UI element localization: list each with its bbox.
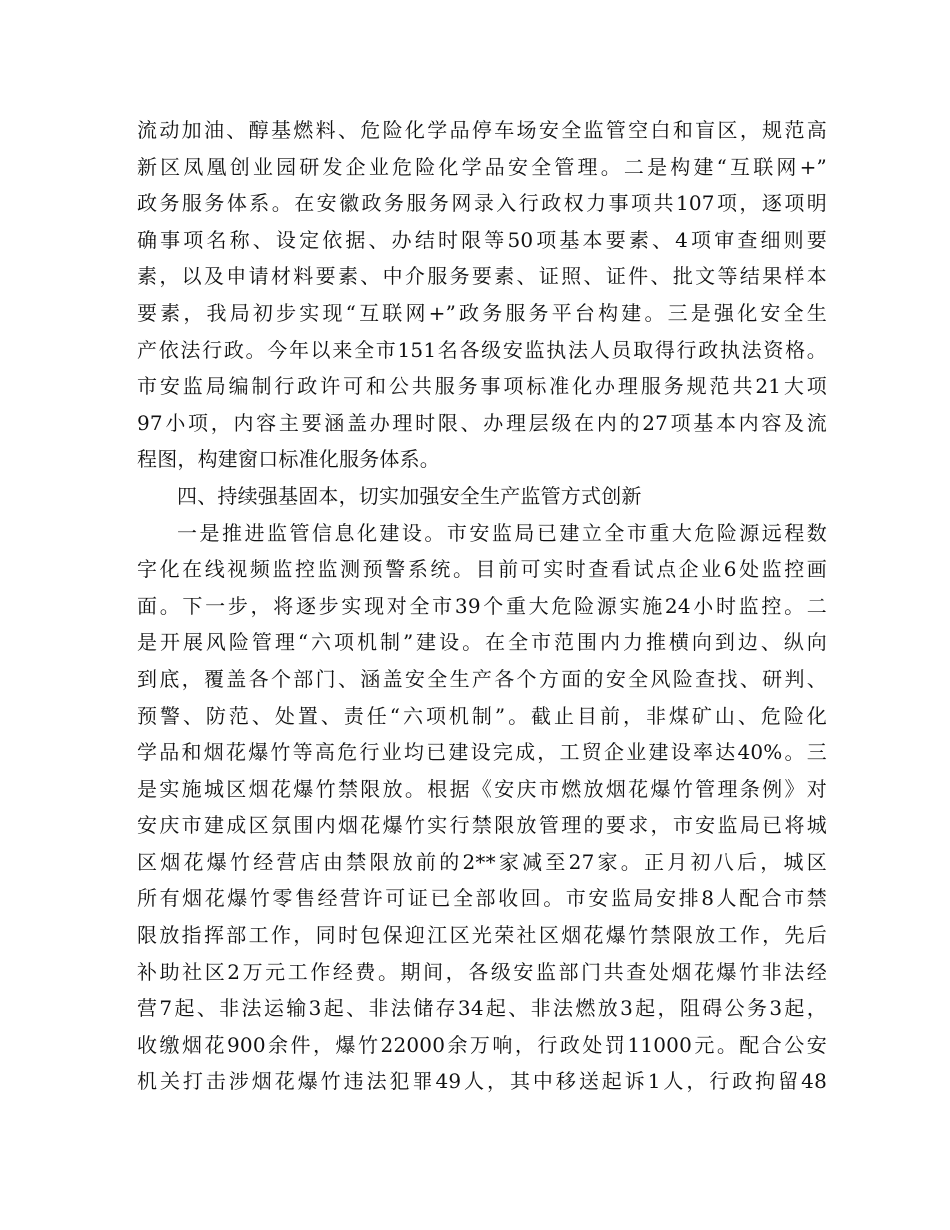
text-line: 预警、防范、处置、责任“六项机制”。截止目前，非煤矿山、危险化 <box>137 703 827 728</box>
text-line: 要素，我局初步实现“互联网+”政务服务平台构建。三是强化安全生 <box>137 300 827 325</box>
text-line: 一是推进监管信息化建设。市安监局已建立全市重大危险源远程数 <box>177 520 827 545</box>
text-line: 到底，覆盖各个部门、涵盖安全生产各个方面的安全风险查找、研判、 <box>137 666 827 691</box>
text-line: 产依法行政。今年以来全市151名各级安监执法人员取得行政执法资格。 <box>137 337 827 362</box>
text-line: 政务服务体系。在安徽政务服务网录入行政权力事项共107项，逐项明 <box>137 191 827 216</box>
section-heading: 四、持续强基固本，切实加强安全生产监管方式创新 <box>177 483 642 508</box>
text-line: 机关打击涉烟花爆竹违法犯罪49人，其中移送起诉1人，行政拘留48 <box>137 1069 827 1094</box>
text-line: 是开展风险管理“六项机制”建设。在全市范围内力推横向到边、纵向 <box>137 630 827 655</box>
text-line: 是实施城区烟花爆竹禁限放。根据《安庆市燃放烟花爆竹管理条例》对 <box>137 776 827 801</box>
text-line: 程图，构建窗口标准化服务体系。 <box>137 447 440 472</box>
text-line: 素，以及申请材料要素、中介服务要素、证照、证件、批文等结果样本 <box>137 264 827 289</box>
text-line: 面。下一步，将逐步实现对全市39个重大危险源实施24小时监控。二 <box>137 593 827 618</box>
text-line: 学品和烟花爆竹等高危行业均已建设完成，工贸企业建设率达40%。三 <box>137 740 827 765</box>
text-line: 区烟花爆竹经营店由禁限放前的2**家减至27家。正月初八后，城区 <box>137 849 827 874</box>
text-line: 市安监局编制行政许可和公共服务事项标准化办理服务规范共21大项 <box>137 374 827 399</box>
text-line: 收缴烟花900余件，爆竹22000余万响，行政处罚11000元。配合公安 <box>137 1032 827 1057</box>
text-line: 限放指挥部工作，同时包保迎江区光荣社区烟花爆竹禁限放工作，先后 <box>137 923 827 948</box>
text-line: 97小项，内容主要涵盖办理时限、办理层级在内的27项基本内容及流 <box>137 410 827 435</box>
body-text <box>137 112 827 1100</box>
text-line: 确事项名称、设定依据、办结时限等50项基本要素、4项审查细则要 <box>137 227 827 252</box>
text-line: 所有烟花爆竹零售经营许可证已全部收回。市安监局安排8人配合市禁 <box>137 886 827 911</box>
text-line: 补助社区2万元工作经费。期间，各级安监部门共查处烟花爆竹非法经 <box>137 959 827 984</box>
text-line: 安庆市建成区氛围内烟花爆竹实行禁限放管理的要求，市安监局已将城 <box>137 813 827 838</box>
text-line: 新区凤凰创业园研发企业危险化学品安全管理。二是构建“互联网+” <box>137 154 827 179</box>
text-line: 字化在线视频监控监测预警系统。目前可实时查看试点企业6处监控画 <box>137 557 827 582</box>
text-line: 营7起、非法运输3起、非法储存34起、非法燃放3起，阻碍公务3起， <box>137 996 827 1021</box>
text-line: 流动加油、醇基燃料、危险化学品停车场安全监管空白和盲区，规范高 <box>137 118 827 142</box>
